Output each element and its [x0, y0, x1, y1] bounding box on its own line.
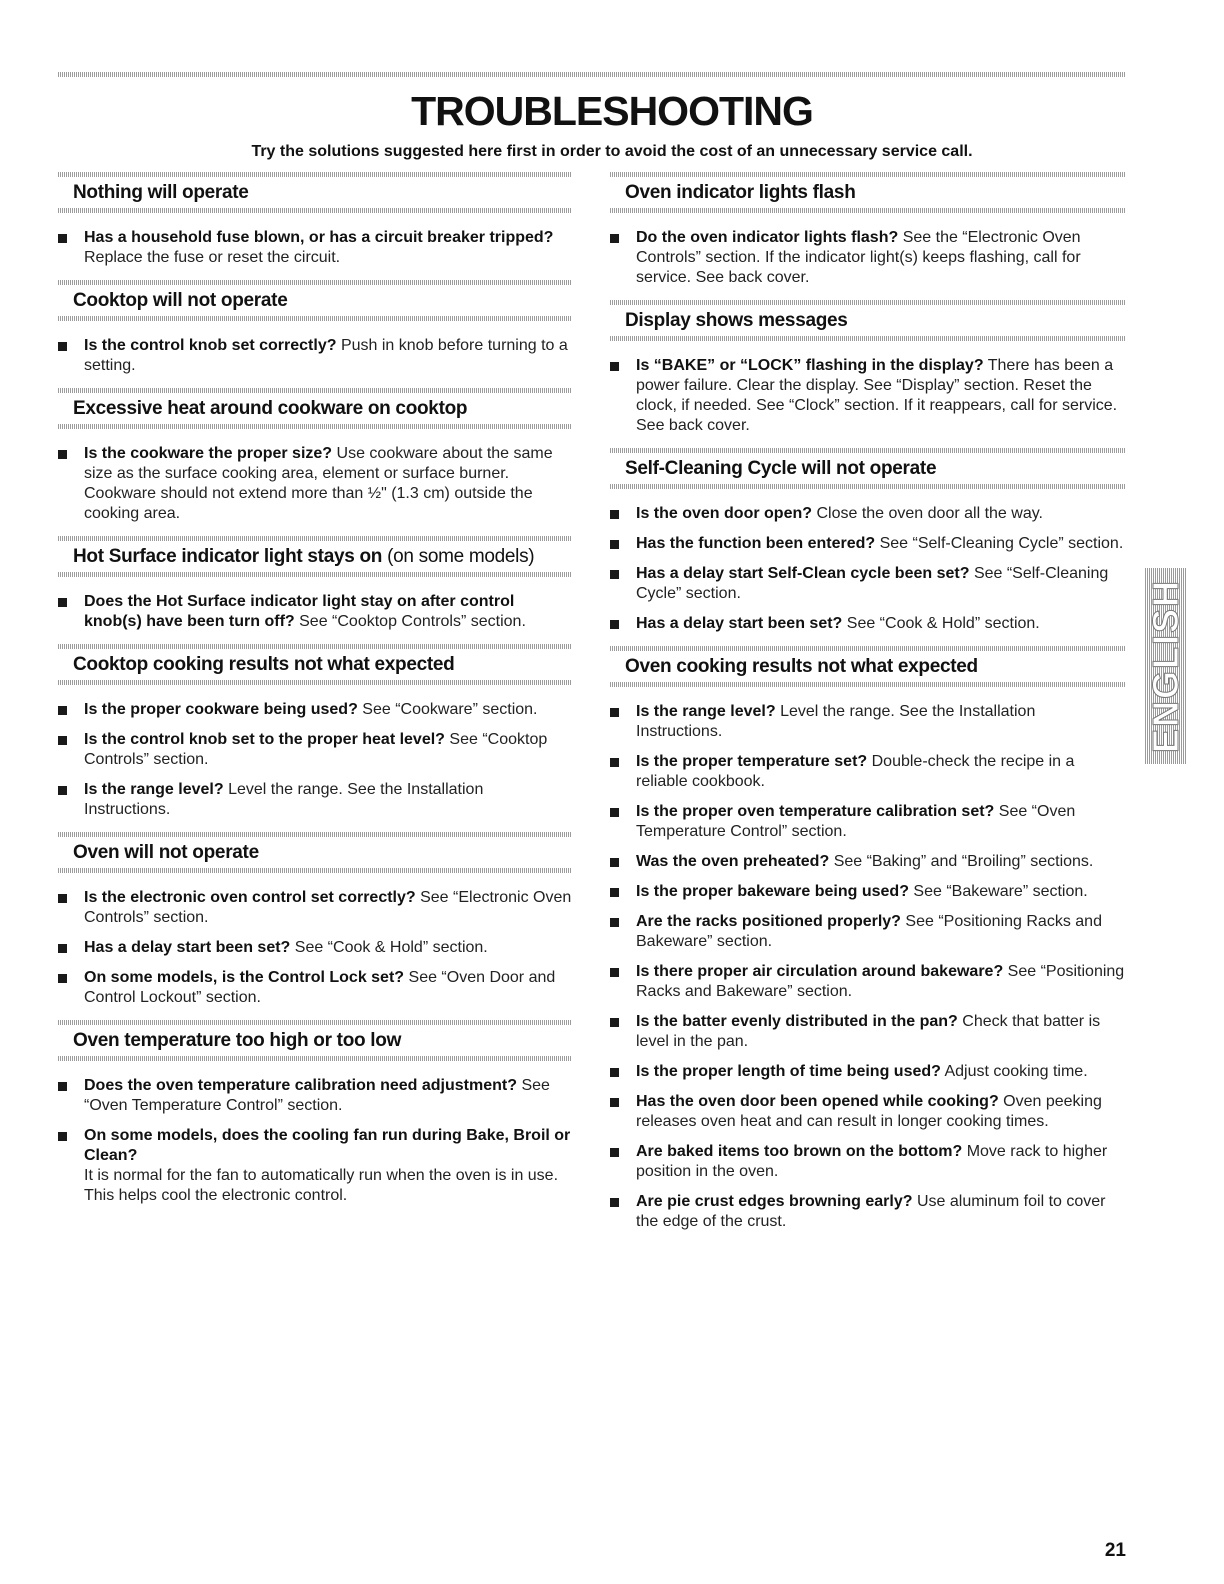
solution-answer: Adjust cooking time.: [944, 1063, 1088, 1080]
solution-answer: Use aluminum foil to cover the edge of the crust.: [636, 1193, 1106, 1230]
solution-answer: See “Oven Temperature Control” section.: [636, 803, 1076, 840]
solution-item: [610, 852, 1126, 872]
solution-answer: See “Cook & Hold” section.: [846, 615, 1040, 632]
section-heading-text: Self-Cleaning Cycle will not operate: [625, 458, 937, 479]
square-bullet-icon: [58, 736, 67, 745]
section-heading-text: Oven indicator lights flash: [625, 182, 856, 203]
solution-item: [610, 1142, 1126, 1182]
solution-question: Is the range level?: [636, 703, 776, 720]
right-column: [610, 172, 1126, 1244]
page-subtitle: Try the solutions suggested here first in order to avoid the cost of an unnecessary service call.: [251, 143, 973, 160]
square-bullet-icon: [610, 1018, 619, 1027]
solution-item: [610, 752, 1126, 792]
solution-question: Is the range level?: [84, 781, 224, 798]
solution-question: Was the oven preheated?: [636, 853, 830, 870]
solution-answer: See “Cookware” section.: [362, 701, 538, 718]
solution-question: Does the Hot Surface indicator light stay on after control knob(s) have been turn off?: [84, 593, 515, 630]
solution-question: Is there proper air circulation around bakeware?: [636, 963, 1004, 980]
section-rule: [610, 682, 1126, 687]
square-bullet-icon: [610, 888, 619, 897]
square-bullet-icon: [58, 786, 67, 795]
solution-list: [58, 444, 572, 524]
section-rule: [610, 336, 1126, 341]
square-bullet-icon: [610, 858, 619, 867]
solution-list: [58, 592, 572, 632]
solution-question: Has a delay start Self-Clean cycle been set?: [636, 565, 970, 582]
solution-answer: See “Self-Cleaning Cycle” section.: [636, 565, 1109, 602]
solution-answer: Check that batter is level in the pan.: [636, 1013, 1101, 1050]
solution-answer: Level the range. See the Installation Instructions.: [84, 781, 484, 818]
square-bullet-icon: [610, 570, 619, 579]
square-bullet-icon: [610, 620, 619, 629]
section-rule: [610, 646, 1126, 651]
solution-item: [58, 968, 572, 1008]
square-bullet-icon: [610, 758, 619, 767]
section-rule: [610, 172, 1126, 177]
solution-question: Has the oven door been opened while cooking?: [636, 1093, 999, 1110]
square-bullet-icon: [610, 1068, 619, 1077]
solution-item: [610, 1092, 1126, 1132]
solution-item: [58, 888, 572, 928]
section-heading: [610, 651, 1126, 682]
troubleshooting-section: [58, 536, 572, 632]
square-bullet-icon: [58, 1132, 67, 1141]
solution-answer: Double-check the recipe in a reliable cookbook.: [636, 753, 1075, 790]
solution-answer: See “Baking” and “Broiling” sections.: [833, 853, 1094, 870]
solution-item: [58, 336, 572, 376]
section-heading: [610, 305, 1126, 336]
section-rule: [610, 208, 1126, 213]
section-rule: [58, 172, 572, 177]
solution-list: [58, 700, 572, 820]
solution-answer: There has been a power failure. Clear the display. See “Display” section. Reset the clock, if needed. See “Clock” section. If it reappears, call for service. See back cover.: [636, 357, 1118, 434]
section-heading: [58, 837, 572, 868]
solution-answer: See “Positioning Racks and Bakeware” section.: [636, 963, 1125, 1000]
solution-answer: See “Cook & Hold” section.: [294, 939, 488, 956]
solution-question: Has a delay start been set?: [636, 615, 843, 632]
solution-item: [610, 882, 1126, 902]
solution-answer: See “Positioning Racks and Bakeware” section.: [636, 913, 1102, 950]
solution-item: [58, 1126, 572, 1206]
section-heading-text: Cooktop cooking results not what expected: [73, 654, 455, 675]
section-rule: [58, 1056, 572, 1061]
troubleshooting-section: [58, 172, 572, 268]
section-heading-text: Cooktop will not operate: [73, 290, 288, 311]
section-heading-text: Display shows messages: [625, 310, 848, 331]
solution-question: Has a delay start been set?: [84, 939, 291, 956]
solution-list: [610, 228, 1126, 288]
solution-question: Are baked items too brown on the bottom?: [636, 1143, 963, 1160]
solution-question: Is the control knob set to the proper heat level?: [84, 731, 445, 748]
solution-answer: See “Oven Temperature Control” section.: [84, 1077, 550, 1114]
solution-list: [58, 1076, 572, 1206]
solution-question: Is the proper length of time being used?: [636, 1063, 941, 1080]
solution-answer: Oven peeking releases oven heat and can result in longer cooking times.: [636, 1093, 1102, 1130]
section-heading-text: Oven will not operate: [73, 842, 259, 863]
section-heading: [58, 285, 572, 316]
solution-answer: Use cookware about the same size as the surface cooking area, element or surface burner. Cookware should not extend more than ½" (1.3 cm) outside the cooking area.: [84, 445, 553, 522]
solution-item: [610, 1062, 1126, 1082]
language-side-tab: [1145, 568, 1187, 764]
troubleshooting-section: [58, 644, 572, 820]
solution-question: Is the proper temperature set?: [636, 753, 868, 770]
solution-answer: See “Cooktop Controls” section.: [299, 613, 526, 630]
solution-item: [58, 444, 572, 524]
section-rule: [58, 388, 572, 393]
solution-answer: Replace the fuse or reset the circuit.: [84, 249, 341, 266]
section-rule: [58, 280, 572, 285]
section-rule: [58, 868, 572, 873]
section-rule: [610, 300, 1126, 305]
troubleshooting-section: [58, 832, 572, 1008]
troubleshooting-section: [58, 280, 572, 376]
section-heading: [58, 541, 572, 572]
page-number: 21: [1104, 1540, 1126, 1561]
section-heading: [610, 453, 1126, 484]
solution-question: Is the control knob set correctly?: [84, 337, 337, 354]
solution-item: [58, 1076, 572, 1116]
solution-list: [610, 702, 1126, 1232]
left-column: [58, 172, 572, 1218]
solution-answer: Level the range. See the Installation Instructions.: [636, 703, 1036, 740]
solution-question: Are pie crust edges browning early?: [636, 1193, 913, 1210]
square-bullet-icon: [58, 450, 67, 459]
section-rule: [58, 644, 572, 649]
section-rule: [58, 832, 572, 837]
solution-question: Are the racks positioned properly?: [636, 913, 901, 930]
solution-answer: Move rack to higher position in the oven.: [636, 1143, 1108, 1180]
solution-question: Is the cookware the proper size?: [84, 445, 333, 462]
solution-answer: See the “Electronic Oven Controls” section. If the indicator light(s) keeps flashing, call for service. See back cover.: [636, 229, 1081, 286]
solution-item: [610, 356, 1126, 436]
solution-item: [58, 780, 572, 820]
section-rule: [58, 316, 572, 321]
square-bullet-icon: [58, 974, 67, 983]
section-rule: [610, 484, 1126, 489]
solution-item: [58, 730, 572, 770]
solution-item: [610, 702, 1126, 742]
square-bullet-icon: [610, 808, 619, 817]
square-bullet-icon: [58, 1082, 67, 1091]
section-heading: [58, 1025, 572, 1056]
section-rule: [58, 424, 572, 429]
solution-answer: See “Bakeware” section.: [913, 883, 1088, 900]
square-bullet-icon: [610, 1198, 619, 1207]
section-heading: [58, 393, 572, 424]
section-rule: [58, 680, 572, 685]
solution-list: [610, 356, 1126, 436]
square-bullet-icon: [610, 234, 619, 243]
solution-question: Is the oven door open?: [636, 505, 813, 522]
solution-item: [610, 912, 1126, 952]
section-rule: [58, 536, 572, 541]
solution-item: [58, 938, 572, 958]
square-bullet-icon: [58, 342, 67, 351]
solution-question: On some models, is the Control Lock set?: [84, 969, 405, 986]
solution-item: [58, 592, 572, 632]
section-heading-note: (on some models): [387, 546, 535, 567]
solution-answer: Close the oven door all the way.: [816, 505, 1043, 522]
troubleshooting-section: [610, 646, 1126, 1232]
troubleshooting-section: [610, 448, 1126, 634]
solution-list: [58, 336, 572, 376]
solution-item: [610, 564, 1126, 604]
solution-question: Has the function been entered?: [636, 535, 876, 552]
square-bullet-icon: [610, 1148, 619, 1157]
solution-question: Has a household fuse blown, or has a circuit breaker tripped?: [84, 229, 554, 246]
square-bullet-icon: [610, 708, 619, 717]
solution-item: [58, 700, 572, 720]
section-rule: [58, 208, 572, 213]
square-bullet-icon: [610, 918, 619, 927]
square-bullet-icon: [610, 968, 619, 977]
section-heading-text: Oven temperature too high or too low: [73, 1030, 402, 1051]
square-bullet-icon: [610, 362, 619, 371]
solution-answer: See “Oven Door and Control Lockout” section.: [84, 969, 556, 1006]
solution-question: Is “BAKE” or “LOCK” flashing in the display?: [636, 357, 984, 374]
solution-list: [58, 888, 572, 1008]
solution-question: Is the batter evenly distributed in the pan?: [636, 1013, 958, 1030]
solution-answer: See “Cooktop Controls” section.: [84, 731, 548, 768]
solution-list: [58, 228, 572, 268]
solution-question: Is the proper oven temperature calibration set?: [636, 803, 995, 820]
solution-question: Do the oven indicator lights flash?: [636, 229, 899, 246]
troubleshooting-section: [610, 172, 1126, 288]
square-bullet-icon: [58, 894, 67, 903]
side-tab-label: ENGLISH: [1145, 578, 1186, 753]
section-heading: [58, 649, 572, 680]
solution-item: [610, 504, 1126, 524]
top-rule: [58, 72, 1126, 77]
solution-item: [610, 614, 1126, 634]
troubleshooting-section: [610, 300, 1126, 436]
page-title: TROUBLESHOOTING: [411, 88, 813, 134]
section-rule: [58, 572, 572, 577]
solution-question: Is the proper cookware being used?: [84, 701, 358, 718]
solution-list: [610, 504, 1126, 634]
solution-question: Is the electronic oven control set correctly?: [84, 889, 416, 906]
troubleshooting-section: [58, 1020, 572, 1206]
solution-item: [610, 962, 1126, 1002]
solution-detail: It is normal for the fan to automatically run when the oven is in use. This helps cool the electronic control.: [84, 1167, 559, 1204]
solution-answer: Push in knob before turning to a setting.: [84, 337, 568, 374]
section-heading-text: Oven cooking results not what expected: [625, 656, 978, 677]
solution-question: Does the oven temperature calibration need adjustment?: [84, 1077, 517, 1094]
solution-item: [58, 228, 572, 268]
solution-item: [610, 1012, 1126, 1052]
solution-answer: See “Electronic Oven Controls” section.: [84, 889, 572, 926]
solution-item: [610, 228, 1126, 288]
solution-item: [610, 1192, 1126, 1232]
square-bullet-icon: [58, 234, 67, 243]
square-bullet-icon: [58, 944, 67, 953]
square-bullet-icon: [58, 598, 67, 607]
solution-question: On some models, does the cooling fan run during Bake, Broil or Clean?: [84, 1127, 571, 1164]
section-heading-text: Nothing will operate: [73, 182, 249, 203]
solution-answer: See “Self-Cleaning Cycle” section.: [879, 535, 1124, 552]
troubleshooting-section: [58, 388, 572, 524]
solution-item: [610, 802, 1126, 842]
square-bullet-icon: [610, 510, 619, 519]
solution-item: [610, 534, 1126, 554]
section-heading: [58, 177, 572, 208]
section-rule: [610, 448, 1126, 453]
square-bullet-icon: [58, 706, 67, 715]
section-heading-text: Hot Surface indicator light stays on: [73, 546, 383, 567]
section-heading-text: Excessive heat around cookware on cooktop: [73, 398, 468, 419]
section-rule: [58, 1020, 572, 1025]
solution-question: Is the proper bakeware being used?: [636, 883, 909, 900]
section-heading: [610, 177, 1126, 208]
square-bullet-icon: [610, 1098, 619, 1107]
square-bullet-icon: [610, 540, 619, 549]
